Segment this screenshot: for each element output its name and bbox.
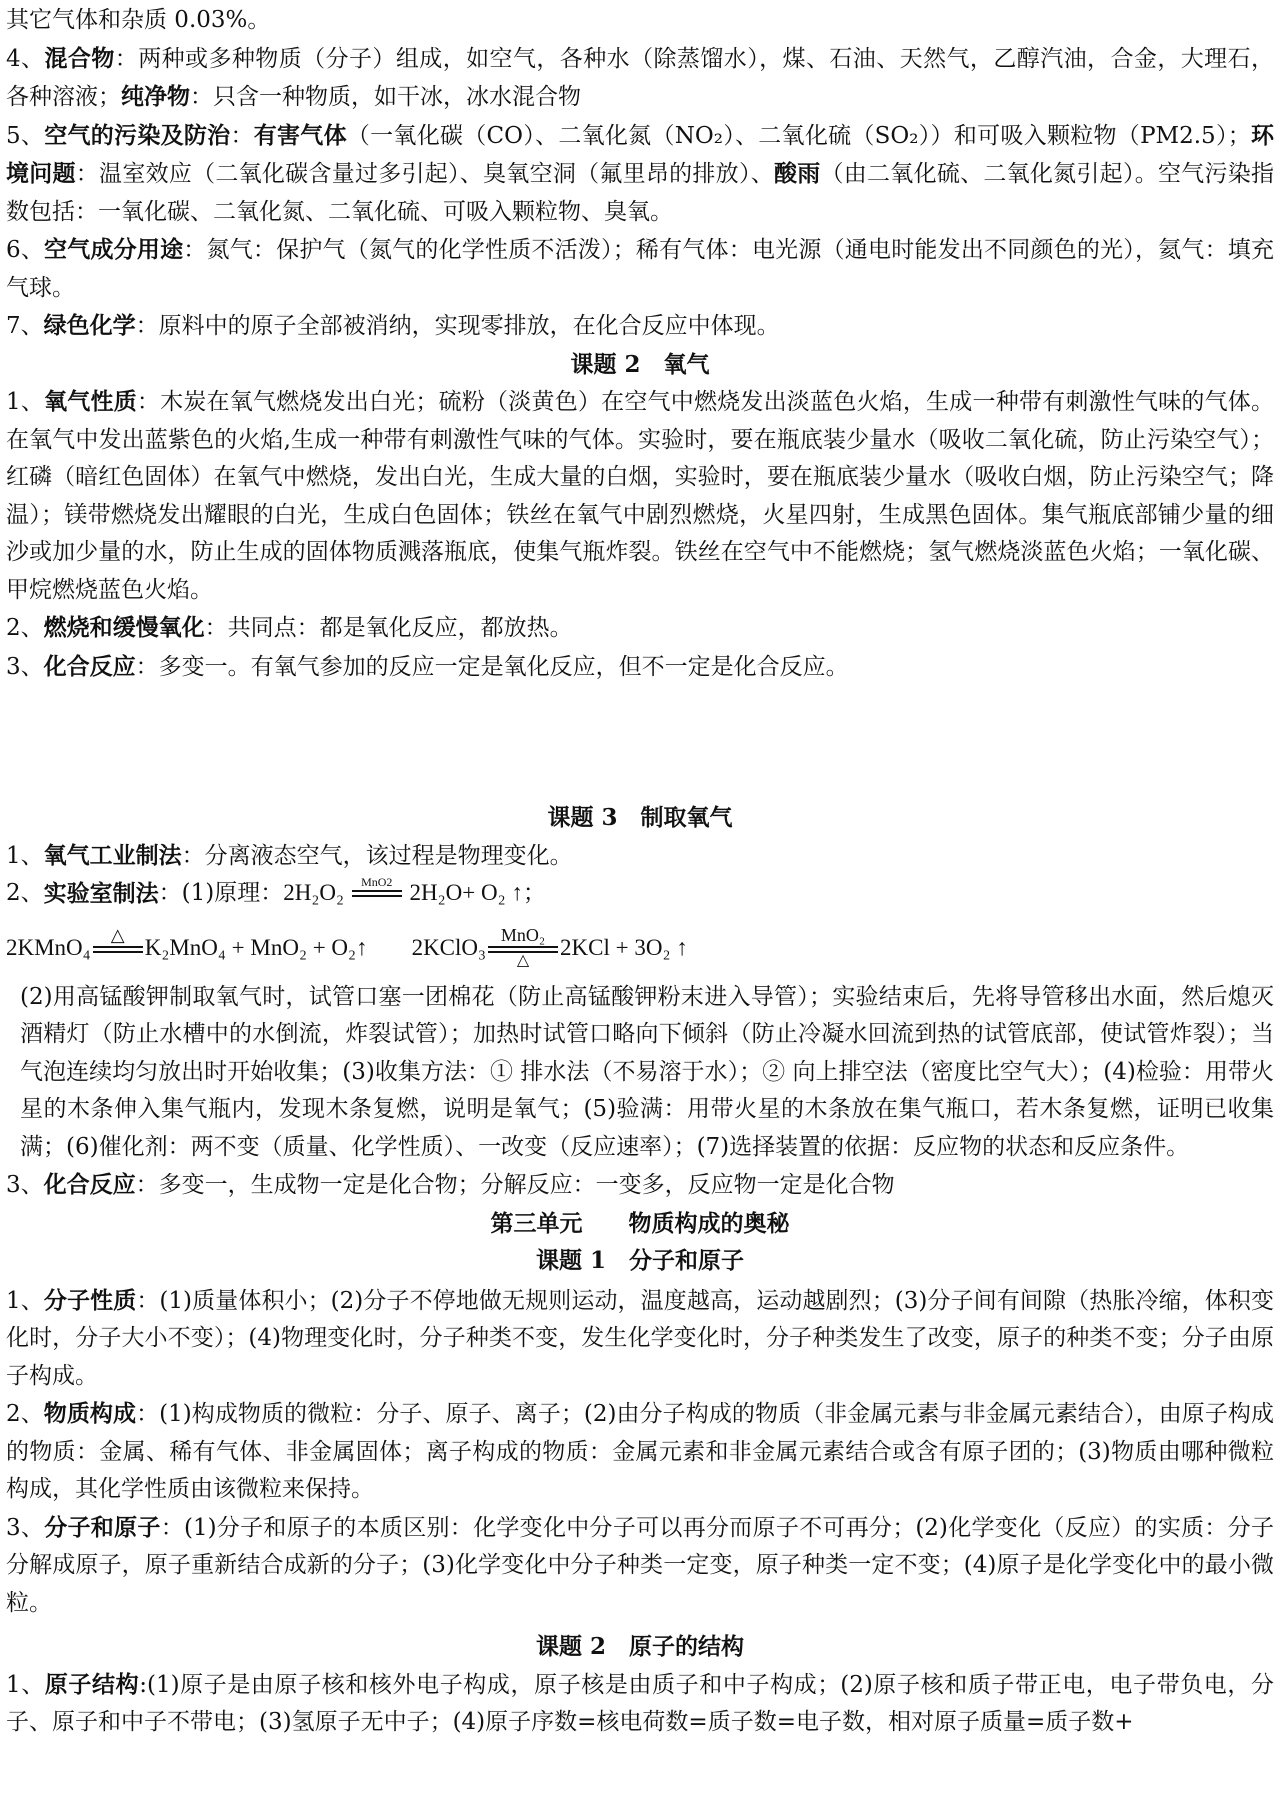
text: :(1)原子是由原子核和核外电子构成，原子核是由质子和中子构成；(2)原子核和质子带正电，电子带负电，分子、原子和中子不带电；(3)氢原子无中子；(4)原子序数=核电荷数=质子数=电子数，相对原子质量=质子数+ [6, 1671, 1274, 1735]
blank-space [6, 686, 1274, 799]
term-environment: 环境问题 [6, 121, 1275, 187]
reaction-condition [488, 926, 558, 969]
text: (2)用高锰酸钾制取氧气时，试管口塞一团棉花（防止高锰酸钾粉末进入导管）；实验结束后，先将导管移出水面，然后熄灭酒精灯（防止水槽中的水倒流，炸裂试管）；加热时试管口略向下倾斜（防止冷凝水回流到热的试管底部，使试管炸裂）；当气泡连续均匀放出时开始收集；(3)收集方法：① 排水法（不易溶于水）；② 向上排空法（密度比空气大）；(4)检验：用带火星的木条伸入集气瓶内，发现木条复燃，说明是氧气；(5)验满：用带火星的木条放在集气瓶口，若木条复燃，证明已收集满；(6)催化剂：两不变（质量、化学性质）、一改变（反应速率）；(7)选择装置的依据：反应物的状态和反应条件。 [20, 983, 1274, 1160]
paragraph-matter-composition [6, 1395, 1274, 1509]
text: ：木炭在氧气燃烧发出白光；硫粉（淡黄色）在空气中燃烧发出淡蓝色火焰，生成一种带有刺激性气味的气体。在氧气中发出蓝紫色的火焰,生成一种带有刺激性气味的气体。实验时，要在瓶底装少量水（吸收二氧化硫，防止污染空气）；红磷（暗红色固体）在氧气中燃烧，发出白光，生成大量的白烟，实验时，要在瓶底装少量水（吸收白烟，防止污染空气；降温）；镁带燃烧发出耀眼的白光，生成白色固体；铁丝在氧气中剧烈燃烧，火星四射，生成黑色固体。集气瓶底部铺少量的细沙或加少量的水，防止生成的固体物质溅落瓶底，使集气瓶炸裂。铁丝在空气中不能燃烧；氢气燃烧淡蓝色火焰；一氧化碳、甲烷燃烧蓝色火焰。 [6, 389, 1275, 603]
paragraph-combination-reaction [6, 648, 1274, 687]
text: ：分离液态空气，该过程是物理变化。 [181, 842, 573, 869]
item-number: 1、 [6, 389, 45, 415]
text: ：温室效应（二氧化碳含量过多引起）、臭氧空洞（氟里昂的排放）、 [75, 161, 774, 187]
equals-bars [352, 890, 402, 897]
item-number: 4、 [6, 45, 45, 72]
equation-products: K₂MnO₄ + MnO₂ + O₂↑ [144, 934, 368, 960]
item-number: 3、 [6, 1172, 44, 1198]
term-combination-reaction: 化合反应 [43, 652, 136, 680]
term-oxygen-properties: 氧气性质 [44, 388, 137, 415]
paragraph-reaction-types [6, 1166, 1274, 1205]
equation-row [6, 917, 1274, 979]
term-matter-composition: 物质构成 [43, 1400, 137, 1427]
equation-reactants: 2KClO₃ [411, 934, 487, 960]
item-number: 5、 [6, 122, 45, 149]
term-molecule-properties: 分子性质 [43, 1286, 137, 1314]
paragraph-lab-procedure [6, 979, 1274, 1167]
item-number: 1、 [6, 1671, 45, 1698]
text: ：原料中的原子全部被消纳，实现零排放，在化合反应中体现。 [135, 313, 780, 339]
paragraph-air-uses [6, 231, 1274, 307]
catalyst-label: MnO₂ [500, 925, 546, 945]
equation-reactants: 2H₂O₂ [283, 880, 344, 906]
text: ：共同点：都是氧化反应，都放热。 [204, 615, 573, 641]
heat-symbol: △ [516, 952, 530, 969]
text: ：多变一，生成物一定是化合物；分解反应：一变多，反应物一定是化合物 [135, 1172, 895, 1198]
heading-topic-3-preparing-oxygen: 课题 3 制取氧气 [547, 804, 733, 831]
term-atom-structure: 原子结构 [44, 1670, 140, 1698]
term-air-uses: 空气成分用途 [44, 236, 184, 263]
text: ：(1)构成物质的微粒：分子、原子、离子；(2)由分子构成的物质（非金属元素与非金属元素结合），由原子构成的物质：金属、稀有气体、非金属固体；离子构成的物质：金属元素和非金属元素结合或含有原子团的；(3)物质由哪种微粒构成，其化学性质由该微粒来保持。 [6, 1401, 1274, 1502]
term-pure-substance: 纯净物 [121, 83, 190, 110]
text: （一氧化碳（CO）、二氧化氮（NO₂）、二氧化硫（SO₂））和可吸入颗粒物（PM2.5）； [346, 122, 1251, 149]
term-combustion: 燃烧和缓慢氧化 [43, 614, 205, 641]
equation-reactants: 2KMnO₄ [6, 934, 91, 960]
text: ：(1)分子和原子的本质区别：化学变化中分子可以再分而原子不可再分；(2)化学变化（反应）的实质：分子分解成原子，原子重新结合成新的分子；(3)化学变化中分子种类一定变，原子种类一定不变；(4)原子是化学变化中的最小微粒。 [6, 1514, 1274, 1616]
equation-h2o2 [283, 874, 546, 913]
term-combination-reaction: 化合反应 [43, 1171, 136, 1198]
equation-products: 2KCl + 3O₂ ↑ [560, 934, 688, 960]
term-lab-method: 实验室制法 [43, 880, 159, 907]
item-number: 2、 [6, 615, 44, 641]
term-industrial-method: 氧气工业制法 [43, 841, 182, 869]
text: （由二氧化硫、二氧化氮引起）。空气污染指数包括：一氧化碳、二氧化氮、二氧化硫、可吸入颗粒物、臭氧。 [6, 161, 1275, 225]
heading-topic-2-oxygen: 课题 2 氧气 [570, 350, 710, 378]
item-number: 3、 [6, 1514, 45, 1541]
paragraph-green-chemistry [6, 307, 1274, 346]
heading-topic-1-molecules-atoms: 课题 1 分子和原子 [535, 1247, 744, 1274]
item-number: 3、 [6, 653, 44, 680]
text: ：(1)原理： [158, 880, 284, 906]
paragraph-air-composition-end [6, 2, 1274, 40]
paragraph-air-pollution [6, 117, 1274, 232]
paragraph-molecule-properties [6, 1282, 1274, 1396]
item-number: 1、 [6, 842, 44, 869]
text: ：只含一种物质，如干冰，冰水混合物 [190, 84, 581, 110]
reaction-condition [352, 876, 402, 913]
term-air-pollution: 空气的污染及防治 [44, 121, 231, 149]
item-number: 7、 [6, 313, 44, 339]
equation-products: 2H₂O+ O₂ ↑； [409, 880, 546, 906]
paragraph-mixture [6, 40, 1274, 117]
text: ：两种或多种物质（分子）组成，如空气，各种水（除蒸馏水），煤、石油、天然气，乙醇汽油，合金，大理石，各种溶液； [6, 45, 1275, 110]
item-number: 1、 [6, 1287, 44, 1314]
heading-unit-3: 第三单元 物质构成的奥秘 [490, 1209, 790, 1237]
reaction-condition [93, 926, 143, 969]
term-green-chemistry: 绿色化学 [43, 312, 136, 339]
term-harmful-gas: 有害气体 [253, 121, 347, 149]
heading-topic-2-atom-structure: 课题 2 原子的结构 [535, 1633, 744, 1660]
item-number: 6、 [6, 237, 45, 263]
item-number: 2、 [6, 880, 44, 906]
term-mixture: 混合物 [44, 44, 115, 72]
text: 其它气体和杂质 0.03%。 [6, 7, 271, 33]
paragraph-atom-structure [6, 1666, 1274, 1742]
catalyst-label: MnO2 [361, 875, 393, 890]
paragraph-oxygen-properties [6, 383, 1274, 609]
paragraph-industrial-oxygen [6, 837, 1274, 876]
text: ：多变一。有氧气参加的反应一定是氧化反应，但不一定是化合反应。 [135, 653, 849, 680]
term-molecules-and-atoms: 分子和原子 [44, 1513, 161, 1541]
text: ：氮气：保护气（氮气的化学性质不活泼）；稀有气体：电光源（通电时能发出不同颜色的光），氦气：填充气球。 [6, 237, 1275, 301]
equals-bars [93, 946, 143, 953]
paragraph-molecules-and-atoms [6, 1509, 1274, 1623]
paragraph-combustion [6, 609, 1274, 648]
heat-symbol: △ [110, 925, 125, 945]
item-number: 2、 [6, 1401, 44, 1427]
text: ：(1)质量体积小；(2)分子不停地做无规则运动，温度越高，运动越剧烈；(3)分子间有间隙（热胀冷缩，体积变化时，分子大小不变）；(4)物理变化时，分子种类不变，发生化学变化时，分子种类发生了改变，原子的种类不变；分子由原子构成。 [6, 1287, 1275, 1389]
paragraph-lab-method-principle [6, 875, 1274, 913]
text: ： [230, 122, 254, 149]
term-acid-rain: 酸雨 [773, 160, 821, 187]
